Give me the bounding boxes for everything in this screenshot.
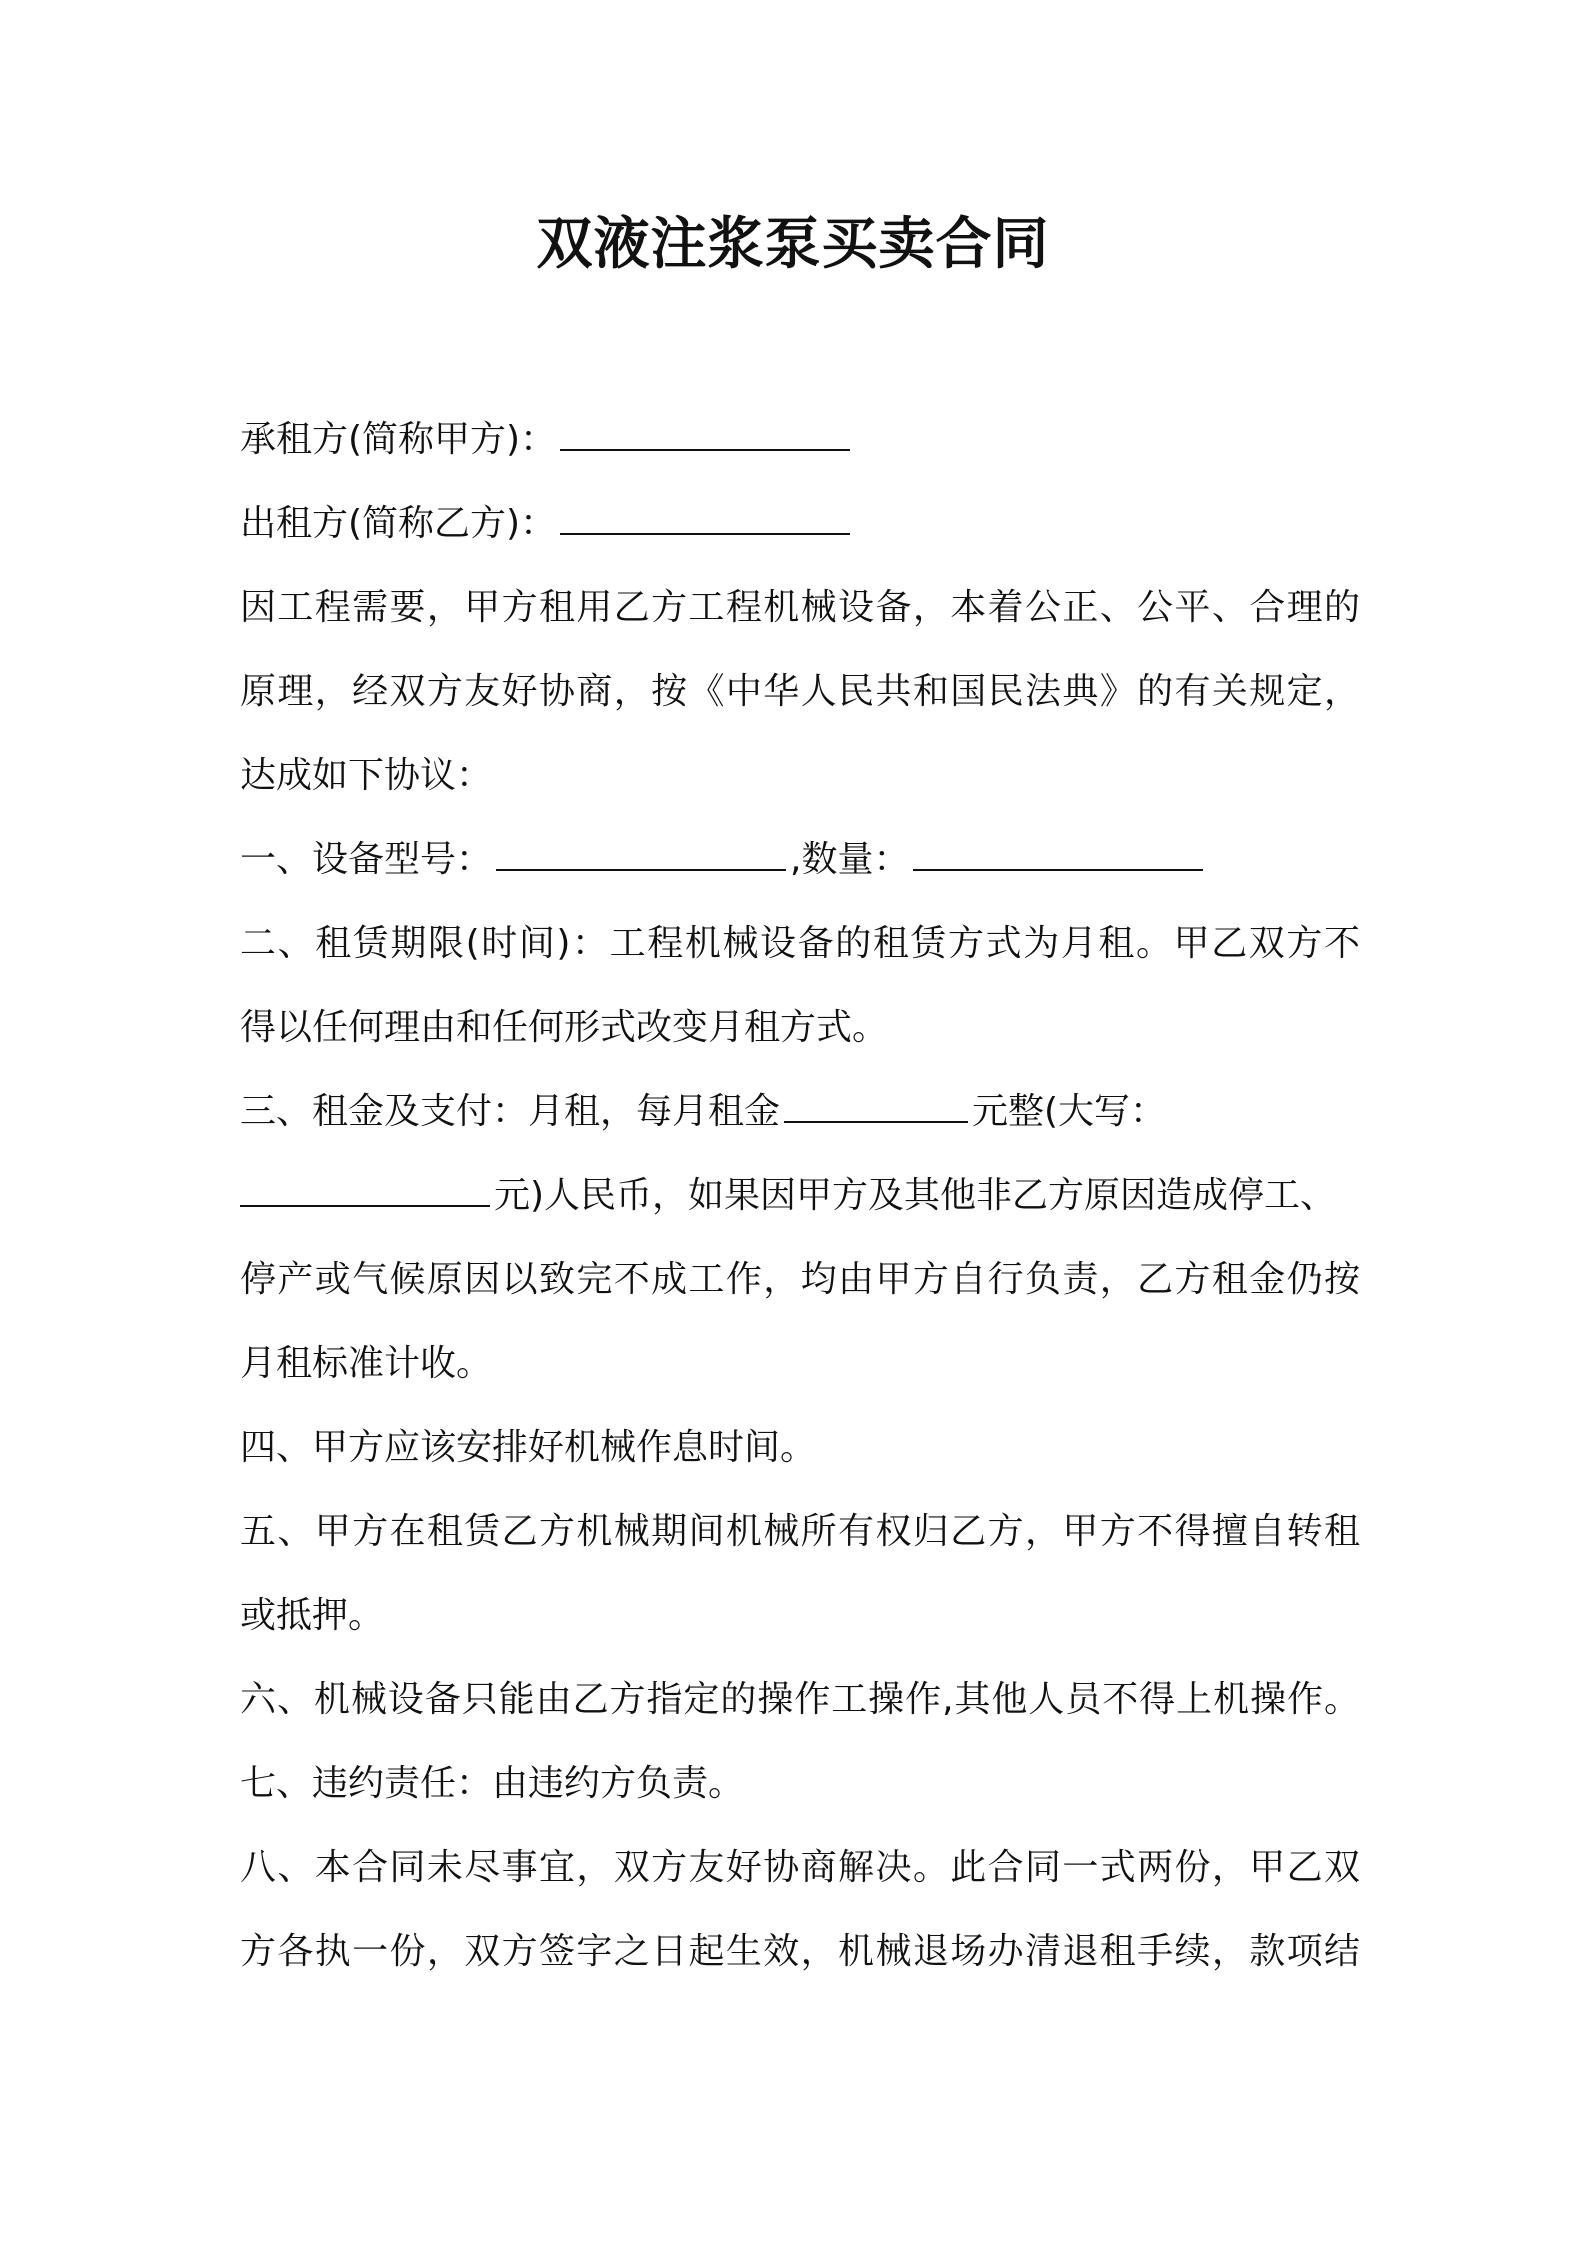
clause-5-line: 五、甲方在租赁乙方机械期间机械所有权归乙方，甲方不得擅自转租 [240,1511,1360,1552]
preamble-line: 达成如下协议： [240,755,493,796]
lessee-blank [560,421,850,451]
rent-currency-text: 元)人民币，如果因甲方及其他非乙方原因造成停工、 [494,1175,1337,1216]
contract-body [240,398,1360,1994]
clause-6-line: 六、机械设备只能由乙方指定的操作工操作,其他人员不得上机操作。 [240,1679,1360,1720]
clause-2-line: 得以任何理由和任何形式改变月租方式。 [240,1007,889,1048]
model-label: 一、设备型号： [240,839,493,880]
model-blank [496,841,786,871]
rent-amount-blank [784,1093,968,1123]
clause-4-line: 四、甲方应该安排好机械作息时间。 [240,1427,817,1468]
lessor-line [240,482,1360,566]
clause-2-line: 二、租赁期限(时间)：工程机械设备的租赁方式为月租。甲乙双方不 [240,923,1360,964]
lessee-line [240,398,1360,482]
rent-label: 三、租金及支付：月租，每月租金 [240,1091,781,1132]
lessor-label: 出租方(简称乙方)： [240,503,557,544]
clause-3-line [240,1154,1360,1238]
clause-3-line: 停产或气候原因以致完不成工作，均由甲方自行负责，乙方租金仍按 [240,1259,1360,1300]
clause-8-line: 八、本合同未尽事宜，双方友好协商解决。此合同一式两份，甲乙双 [240,1847,1360,1888]
clause-7-line: 七、违约责任：由违约方负责。 [240,1763,745,1804]
clause-8-line: 方各执一份，双方签字之日起生效，机械退场办清退租手续，款项结 [240,1931,1360,1972]
rent-unit-label: 元整(大写： [972,1091,1167,1132]
clause-1-line [240,818,1360,902]
clause-5-line: 或抵押。 [240,1595,385,1636]
lessee-label: 承租方(简称甲方)： [240,419,557,460]
rent-words-blank [240,1177,490,1207]
clause-3-line [240,1070,1360,1154]
page-title: 双液注浆泵买卖合同 [536,212,1050,277]
preamble-line: 原理，经双方友好协商，按《中华人民共和国民法典》的有关规定， [240,671,1360,712]
preamble-line: 因工程需要，甲方租用乙方工程机械设备，本着公正、公平、合理的 [240,587,1360,628]
clause-3-line: 月租标准计收。 [240,1343,493,1384]
quantity-blank [913,841,1203,871]
lessor-blank [560,505,850,535]
quantity-label: ,数量： [790,839,910,880]
